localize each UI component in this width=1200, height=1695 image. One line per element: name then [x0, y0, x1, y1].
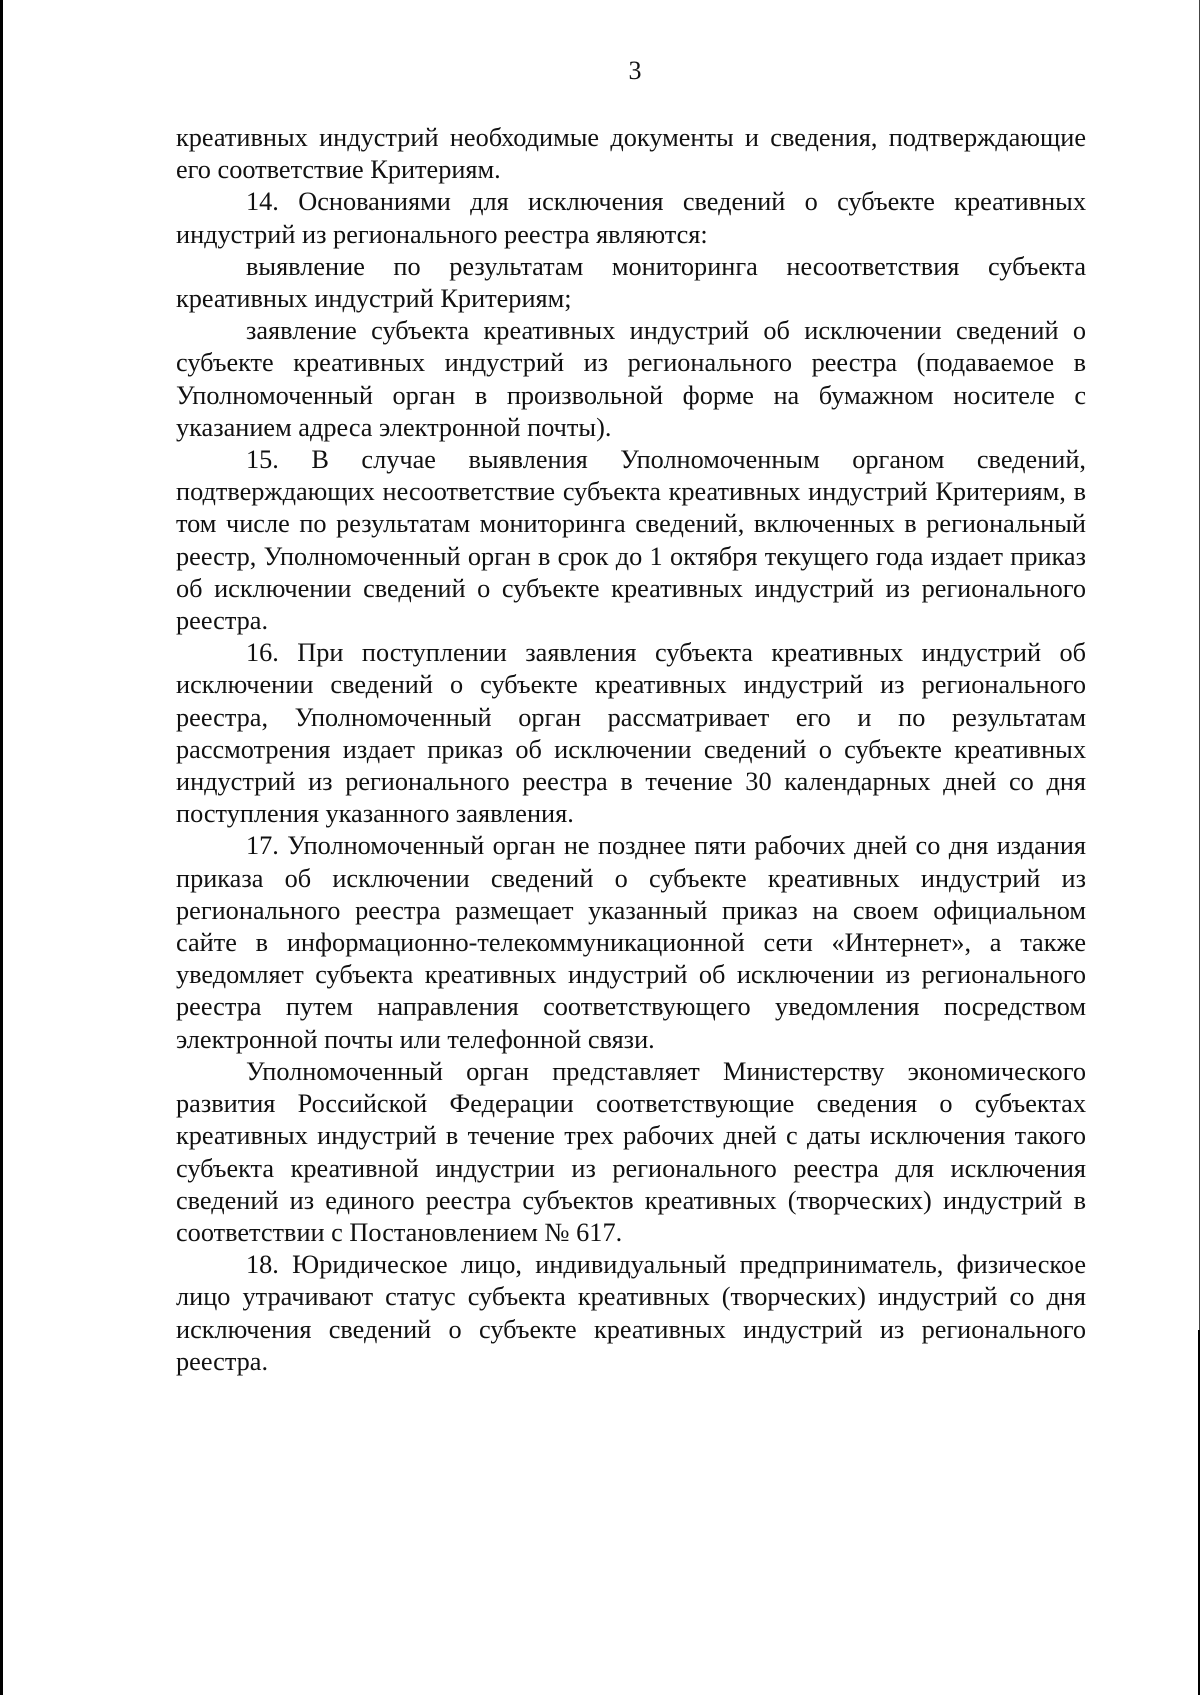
paragraph-16: 16. При поступлении заявления субъекта креативных индустрий об исключении сведений о субъекте креативных индустрий из регионального реестра, Уполномоченный орган рассматривает его и по результатам рассмотрения издает приказ об исключении сведений о субъекте креативных индустрий из регионального реестра в течение 30 календарных дней со дня поступления указанного заявления.: [176, 638, 1086, 829]
document-body: [176, 122, 1086, 1378]
paragraph-17-ministry: Уполномоченный орган представляет Министерству экономического развития Российской Федерации соответствующие сведения о субъектах креативных индустрий в течение трех рабочих дней с даты исключения такого субъекта креативной индустрии из регионального реестра для исключения сведений из единого реестра субъектов креативных (творческих) индустрий в соответствии с Постановлением № 617.: [176, 1056, 1086, 1247]
paragraph-14-item-application: заявление субъекта креативных индустрий об исключении сведений о субъекте креативных индустрий из регионального реестра (подаваемое в Уполномоченный орган в произвольной форме на бумажном носителе с указанием адреса электронной почты).: [176, 316, 1086, 442]
paragraph-18: 18. Юридическое лицо, индивидуальный предприниматель, физическое лицо утрачивают статус субъекта креативных (творческих) индустрий со дня исключения сведений о субъекте креативных индустрий из регионального реестра.: [176, 1250, 1086, 1376]
paragraph-14: 14. Основаниями для исключения сведений о субъекте креативных индустрий из регионального реестра являются:: [176, 187, 1086, 249]
paragraph-15: 15. В случае выявления Уполномоченным органом сведений, подтверждающих несоответствие субъекта креативных индустрий Критериям, в том числе по результатам мониторинга сведений, включенных в региональный реестр, Уполномоченный орган в срок до 1 октября текущего года издает приказ об исключении сведений о субъекте креативных индустрий из регионального реестра.: [176, 445, 1086, 636]
paragraph-continuation: креативных индустрий необходимые документы и сведения, подтверждающие его соответствие Критериям.: [176, 123, 1086, 185]
paragraph-17: 17. Уполномоченный орган не позднее пяти рабочих дней со дня издания приказа об исключении сведений о субъекте креативных индустрий из регионального реестра размещает указанный приказ на своем официальном сайте в информационно-телекоммуникационной сети «Интернет», а также уведомляет субъекта креативных индустрий об исключении из регионального реестра путем направления соответствующего уведомления посредством электронной почты или телефонной связи.: [176, 831, 1086, 1054]
scan-edge-left: [0, 0, 3, 1695]
paragraph-14-item-monitoring: выявление по результатам мониторинга несоответствия субъекта креативных индустрий Критериям;: [176, 251, 1086, 314]
page-number: 3: [628, 56, 642, 85]
